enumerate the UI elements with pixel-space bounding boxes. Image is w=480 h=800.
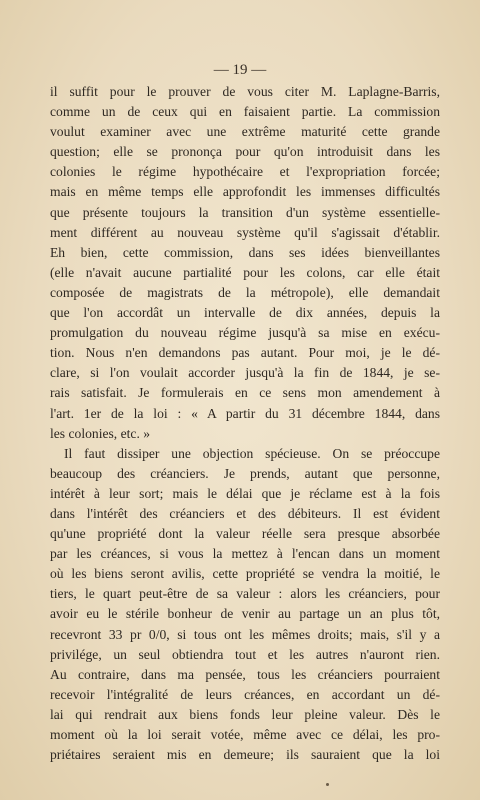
text-line: mais en même temps elle approfondit les immenses difficultés xyxy=(50,184,440,200)
text-line: que présente toujours la transition d'un système essentielle- xyxy=(50,204,440,220)
text-line: tion. Nous n'en demandons pas autant. Pour moi, je le dé- xyxy=(50,345,440,361)
text-line: les colonies, etc. » xyxy=(50,425,151,441)
text-line: il suffit pour le prouver de vous citer M. Laplagne-Barris, xyxy=(50,84,440,99)
text-line: l'art. 1er de la loi : « A partir du 31 décembre 1844, dans xyxy=(50,405,440,421)
text-line: Au contraire, dans ma pensée, tous les créanciers pourraient xyxy=(50,666,440,682)
text-line: recevront 33 pr 0/0, si tous ont les mêmes droits; mais, s'il y a xyxy=(50,626,440,642)
text-line: dans l'intérêt des créanciers et des débiteurs. Il est évident xyxy=(50,505,440,521)
text-line: avoir eu le stérile bonheur de venir au partage un an plus tôt, xyxy=(50,606,440,622)
text-line: composée de magistrats de la métropole), elle demandait xyxy=(50,284,440,300)
text-line: colonies le régime hypothécaire et l'expropriation forcée; xyxy=(50,164,440,180)
body-text xyxy=(50,82,440,765)
text-line: tiers, le quart peut-être de sa valeur : alors les créanciers, pour xyxy=(50,586,440,602)
text-line: que l'on accordât un intervalle de dix années, depuis la xyxy=(50,305,440,321)
text-line: rais satisfait. Je formulerais en ce sens mon amendement à xyxy=(50,385,440,401)
text-line: privilége, un seul obtiendra tout et les autres n'auront rien. xyxy=(50,646,440,662)
text-line: lai qui rendrait aux biens fonds leur pleine valeur. Dès le xyxy=(50,706,440,722)
text-line: recevoir l'intégralité de leurs créances, en accordant un dé- xyxy=(50,686,440,702)
text-line: Eh bien, cette commission, dans ses idées bienveillantes xyxy=(50,244,440,260)
text-line: promulgation du nouveau régime jusqu'à sa mise en exécu- xyxy=(50,325,440,341)
text-line: (elle n'avait aucune partialité pour les colons, car elle était xyxy=(50,264,440,280)
paper-speck xyxy=(326,783,329,786)
text-line: question; elle se prononça pour qu'on introduisit dans les xyxy=(50,144,440,160)
text-line: voulut examiner avec une extrême maturité cette grande xyxy=(50,124,440,140)
text-line: intérêt à leur sort; mais le délai que je réclame est à la fois xyxy=(50,485,440,501)
text-line: ment différent au nouveau système qu'il s'agissait d'établir. xyxy=(50,224,440,240)
text-line: qu'une propriété dont la valeur réelle sera presque absorbée xyxy=(50,526,440,542)
text-line: comme un de ceux qui en faisaient partie. La commission xyxy=(50,104,440,120)
text-line: Il faut dissiper une objection spécieuse. On se préoccupe xyxy=(64,445,440,461)
text-line: beaucoup des créanciers. Je prends, autant que personne, xyxy=(50,465,440,481)
text-line: clare, si l'on voulait accorder jusqu'à la fin de 1844, je se- xyxy=(50,365,440,381)
page-number: — 19 — xyxy=(213,62,267,78)
text-line: moment où la loi serait votée, même avec ce délai, les pro- xyxy=(50,727,440,742)
text-line: par les créances, si vous la mettez à l'encan dans un moment xyxy=(50,546,440,562)
text-line: priétaires seraient mis en demeure; ils sauraient que la loi xyxy=(50,747,440,763)
text-line: où les biens seront avilis, cette propriété se vendra la moitié, le xyxy=(50,566,440,582)
